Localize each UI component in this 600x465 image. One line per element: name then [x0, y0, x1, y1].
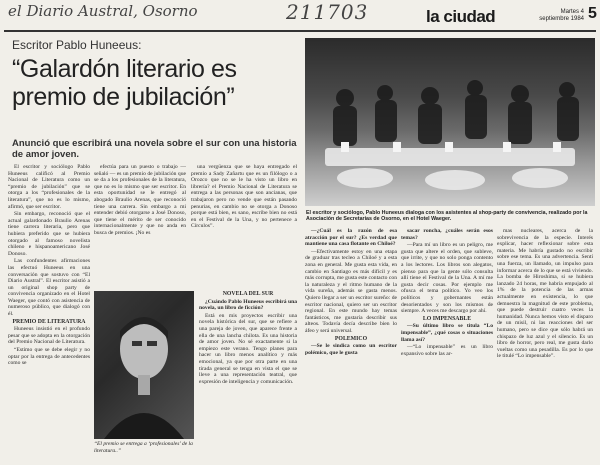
col4-question: —¿Cuál es la razón de esa atracción por el sur? ¿Es verdad que mantiene una casa flotante en Chiloé? — [305, 228, 397, 248]
article-headline: “Galardón literario es premio de jubilación” — [12, 55, 237, 111]
polemico-subheading: POLEMICO — [334, 335, 368, 342]
col4-question-2: —Se le sindica como un escritor polémico, que le gusta — [305, 343, 397, 356]
handwritten-source-note: el Diario Austral, Osorno — [8, 2, 198, 20]
novela-question: ¿Cuándo Pablo Huneeus escribirá una novela, un libro de ficción? — [199, 298, 297, 312]
impensable-subheading: LO IMPENSABLE — [422, 315, 472, 322]
novela-subheading: NOVELA DEL SUR — [222, 291, 274, 297]
party-photo — [305, 38, 595, 206]
col3-paragraph: una vergüenza que se haya entregado el premio a Sady Zañartu que es un filólogo o a Orozco que no se le ha visto un libro en librería? el Premio Nacional de Literatura se entrega a las personas que son ancianas, que trabajaron pero no vende que están pasando penurias, en cambio no se otorga a Donoso porque está bien, es sano, escribe bien no está en el Festival de la Una, y no pertenece a Círculos”. — [191, 164, 297, 230]
column-5 — [401, 228, 493, 462]
issue-date — [522, 9, 584, 23]
handwritten-archive-number: 211703 — [286, 0, 369, 24]
portrait-figure — [94, 291, 194, 439]
portrait-caption: “El premio se entrega a ‘profesionales’ de la literatura..” — [94, 441, 193, 454]
column-6 — [497, 228, 593, 462]
col6-paragraph: mas nucleares, acerca de la sobrevivencia de la especie. Interés explicar, hacer reflexionar sobre esta materia. Me habría gustado no escribir sobre ese tema. Es una advertencia. Sentí una fuerza, un llamado, un impulso para informar acerca de lo que se está viviendo. La bomba de Hiroshima, si se hubiera lanzado 24 horas, me habría empujado al 1% de la potencia de las armas actualmente en existencia, lo que demuestra la magnitud de este problema, que puede destruir cuatro veces la humanidad. Nunca hemos visto el disparo de un misil, ni las reacciones del ser humano, pero se dice que sólo habrá un chispazo de luz azul y el silencio. Es un libro de horror, pero real, me gusta darlo vueltas como una pesadilla. Es por lo que le titulé “Lo impensable”. — [497, 228, 593, 360]
article-kicker: Escritor Pablo Huneeus: — [12, 38, 142, 52]
section-title: la ciudad — [426, 7, 496, 26]
col5-paragraph: —“Lo impensable” es un libro expansivo sobre las ar- — [401, 344, 493, 357]
party-photo-scene — [305, 38, 595, 206]
col1-paragraph: Huneeus insistió en el profundo pesar que se adopta en la otorgación del Premio Nacional de Literatura. — [8, 326, 90, 346]
col1-paragraph: Las confundentes afirmaciones las efectuó Huneeus en una conversación que sostuvo con “El Diario Austral”. El escritor asistió a un original shop party de convivencia organizado en el Hotel Waeger, que contó con asistencia de numeroso público, que dialogó con él. — [8, 258, 90, 318]
page-number: 5 — [588, 5, 597, 22]
header-rule — [4, 30, 596, 32]
col5-question-continued: sacar roncha, ¿cuáles serán esos temas? — [401, 228, 493, 241]
col2-paragraph: efectúa para un puesto o trabajo — señaló — es un premio de jubilación que se da a los profesionales de la literatura, que no es lo mismo que ser escritor. En esta oportunidad se le entregó al abogado Braulio Arenas, que reconoció tiene una carrera. Sin embargo a mi entender debió otorgarse a José Donoso, que tiene el mérito de ser conocido internacionalmente y que no anda en busca de premios. ¡No es — [94, 164, 186, 236]
col1-paragraph: Sin embargo, reconoció que el actual galardonado Braulio Arenas tiene carrera literaria, pero que hubiera preferido que se hubiera otorgado al famoso novelista chileno e hispanoamericano José Donoso. — [8, 211, 90, 257]
column-4 — [305, 228, 397, 462]
col1-subheading: PREMIO DE LITERATURA — [12, 318, 86, 325]
col1-paragraph: “Estimo que se debe elegir y no optar por la entrega de antecedentes como se — [8, 347, 90, 367]
col1-paragraph: El escritor y sociólogo Pablo Huneeus calificó al Premio Nacional de Literatura como un “premio de jubilación” que se otorga a los “profesionales de la literatura”, que no es lo mismo, afirmó, que ser escritor. — [8, 164, 90, 210]
article-deck: Anunció que escribirá una novela sobre el sur con una historia de amor joven. — [12, 138, 297, 160]
column-3-top — [191, 164, 297, 286]
column-2-top — [94, 164, 186, 286]
issue-date-line2: septiembre 1984 — [539, 16, 584, 22]
column-1 — [8, 164, 90, 462]
col5-paragraph: —Para mí un libro es un peligro, me gusta que altere el orden, que subleve, que irrite, y que no solo ponga contento a los lectores. Los libros son alegatos, pienso para que la gente sólo consulta allí tiene el Festival de la Una. A mí me gusta decir cosas. Por ejemplo me ofusca el tema político. Yo veo los políticos y gobernantes están desorientados y son los mismos de siempre. A veces me descargo por ahí. — [401, 242, 493, 315]
novela-paragraph: Está en mis proyectos escribir una novela histórica del sur, que se refiere a una pareja de joven, que aparece frente a ella de una lancha chilota. Es una historia de amor joven. No sé exactamente si la empiezo este verano. Tengo planes para hacer un libro menos analítico y más emocional, ya que por otra parte en una tirada general se tenga en vista el que se lleve a una representación teatral, que expresión de inteligencia y comunicación. — [199, 312, 297, 385]
party-photo-caption: El escritor y sociólogo, Pablo Huneeus dialoga con los asistentes al shop-party de convivencia, realizado por la Asociación de Secretarias de Osorno, en el Hotel Waeger. — [306, 210, 588, 223]
portrait-photo — [94, 291, 194, 439]
column-3-bottom — [199, 291, 297, 462]
col4-paragraph: —Efectivamente estoy en una etapa de graduar tras tecleo a Chiloé y a esta zona en general. Me gusta esta vida, en cambio en Santiago es más difícil y es más corrupta, me gusta este contacto con la naturaleza y el ritmo humano de la vida sureña, además se gasta menos. Quiero llegar a ser un escritor sureño: de escritor nacional, quiero ser un escritor regional. En este mundo hay temas fantásticos, me gustaría describir sus alteos. Todavía decía describe bien lo áfeo y será universal. — [305, 248, 397, 334]
issue-date-line1: Martes 4 — [560, 9, 584, 15]
col5-question: —Su último libro se titula “Lo impensable”, ¿qué cosas o situaciones llama así? — [401, 323, 493, 343]
